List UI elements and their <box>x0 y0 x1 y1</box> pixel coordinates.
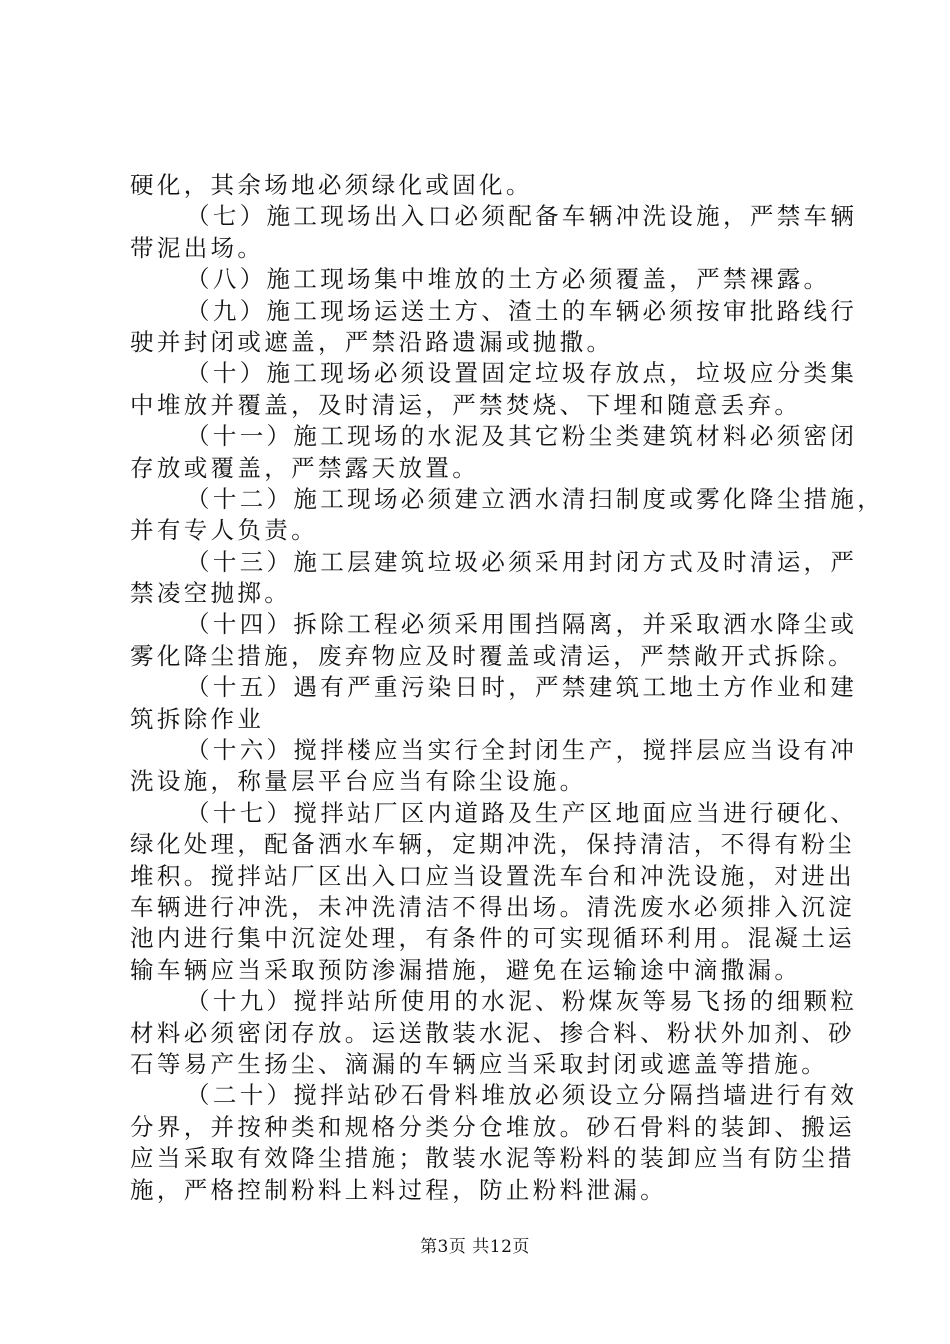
text-line: 中堆放并覆盖，及时清运，严禁焚烧、下埋和随意丢弃。 <box>130 390 802 419</box>
text-line: 并有专人负责。 <box>130 516 318 545</box>
text-line: 驶并封闭或遮盖，严禁沿路遗漏或抛撒。 <box>130 327 614 356</box>
text-line: （十六）搅拌楼应当实行全封闭生产，搅拌层应当设有冲 <box>186 736 858 765</box>
text-line: （二十）搅拌站砂石骨料堆放必须设立分隔挡墙进行有效 <box>186 1081 858 1110</box>
text-line: 施，严格控制粉料上料过程，防止粉料泄漏。 <box>130 1175 667 1204</box>
text-line: 带泥出场。 <box>130 233 265 262</box>
text-line: （十七）搅拌站厂区内道路及生产区地面应当进行硬化、 <box>186 798 858 827</box>
text-line: 分界，并按种类和规格分类分仓堆放。砂石骨料的装卸、搬运 <box>130 1112 855 1141</box>
text-line: 硬化，其余场地必须绿化或固化。 <box>130 171 533 199</box>
text-line: （十五）遇有严重污染日时，严禁建筑工地土方作业和建 <box>186 673 858 702</box>
text-line: 车辆进行冲洗，未冲洗清洁不得出场。清洗废水必须排入沉淀 <box>130 892 855 921</box>
text-line: （十三）施工层建筑垃圾必须采用封闭方式及时清运，严 <box>186 547 858 576</box>
text-line: （九）施工现场运送土方、渣土的车辆必须按审批路线行 <box>186 296 858 325</box>
text-line: （十四）拆除工程必须采用围挡隔离，并采取洒水降尘或 <box>186 610 858 639</box>
text-line: 绿化处理，配备洒水车辆，定期冲洗，保持清洁，不得有粉尘 <box>130 830 855 859</box>
text-line: （八）施工现场集中堆放的土方必须覆盖，严禁裸露。 <box>186 265 831 294</box>
text-line: （十二）施工现场必须建立洒水清扫制度或雾化降尘措施， <box>186 484 885 513</box>
text-line: 应当采取有效降尘措施；散装水泥等粉料的装卸应当有防尘措 <box>130 1144 855 1173</box>
text-line: 池内进行集中沉淀处理，有条件的可实现循环利用。混凝土运 <box>130 924 855 953</box>
text-line: 禁凌空抛掷。 <box>130 579 292 608</box>
text-line: 筑拆除作业 <box>130 704 265 733</box>
text-line: 存放或覆盖，严禁露天放置。 <box>130 453 480 482</box>
text-line: （十一）施工现场的水泥及其它粉尘类建筑材料必须密闭 <box>186 422 858 451</box>
text-line: （十）施工现场必须设置固定垃圾存放点，垃圾应分类集 <box>186 359 858 388</box>
page-footer: 第3页 共12页 <box>420 1237 530 1257</box>
text-line: 堆积。搅拌站厂区出入口应当设置洗车台和冲洗设施，对进出 <box>130 861 855 890</box>
text-line: （七）施工现场出入口必须配备车辆冲洗设施，严禁车辆 <box>186 202 858 231</box>
text-line: 洗设施，称量层平台应当有除尘设施。 <box>130 767 587 796</box>
text-line: 材料必须密闭存放。运送散装水泥、掺合料、粉状外加剂、砂 <box>130 1018 855 1047</box>
text-line: 石等易产生扬尘、滴漏的车辆应当采取封闭或遮盖等措施。 <box>130 1049 829 1078</box>
text-line: 输车辆应当采取预防渗漏措施，避免在运输途中滴撒漏。 <box>130 955 802 984</box>
document-body <box>130 170 885 1206</box>
text-line: （十九）搅拌站所使用的水泥、粉煤灰等易飞扬的细颗粒 <box>186 987 858 1016</box>
text-line: 雾化降尘措施，废弃物应及时覆盖或清运，严禁敞开式拆除。 <box>130 641 855 670</box>
